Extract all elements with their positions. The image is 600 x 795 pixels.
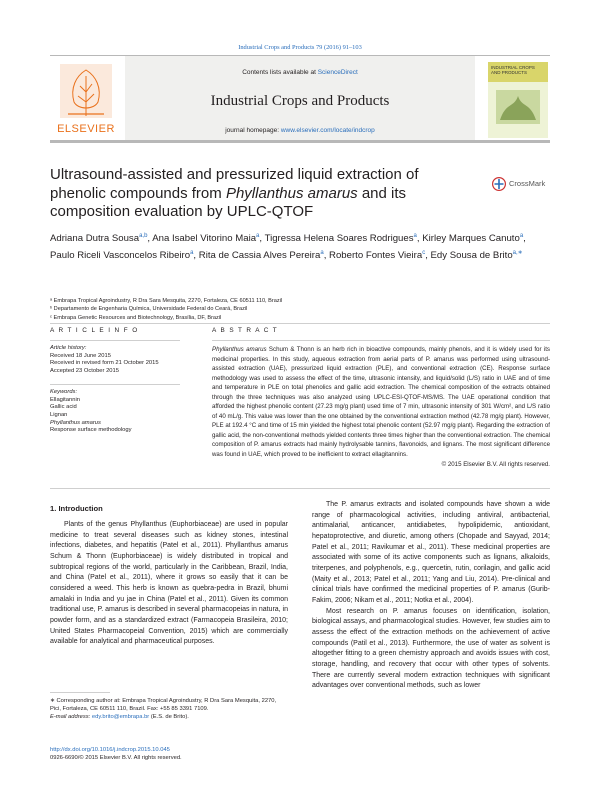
corresponding-author: ∗ Corresponding author at: Embrapa Tropical Agroindustry, R Dra Sara Mesquita, 2270, Pici, Fortaleza, CE 60511 110, Brazil. Fax: +55 85 3391 7109. <box>50 698 277 712</box>
author-affiliation-marker[interactable]: a <box>519 233 524 239</box>
author-affiliation-marker[interactable]: a <box>320 250 324 257</box>
divider-bottom <box>50 488 550 489</box>
elsevier-logo <box>54 62 118 138</box>
author: Edy Sousa de Brito <box>430 250 513 262</box>
article-info-rule <box>50 340 180 341</box>
issn-line: 0926-6690/© 2015 Elsevier B.V. All rights reserved. <box>50 755 182 762</box>
author: Ana Isabel Vitorino Maia <box>152 233 257 245</box>
abstract-text: Phyllanthus amarus Schum & Thonn is an herb rich in bioactive compounds, mainly phenols, and it is widely used for its medicinal properties. In this study, aqueous extraction from aerial parts of P. amarus was performed using ultrasound-assisted extraction (UAE), pressurized liquid extraction (PLE), and conventional extraction (CE). Response surface methodology was used to assess the effect of the time, ultrasonic intensity, and liquid/solid (L/S) ratio in UAE and of time and temperature in PLE on total phenolics and gallic acid extraction. The chemical composition of the extracts obtained through the three techniques was also analyzed using UPLC-ESI-QTOF-MS/MS. The UAE operational condition that afforded the highest phenolic content (27.23 mg/g plant) used time of 7 min, ultrasonic intensity of 301 W/cm², and L/S ratio of 40 mL/g. This value was lower than the one obtained by the conventional extraction method (42.78 mg/g plant). However, PLE at 192.4 °C and time of 15 min yielded the highest total phenolic content (52.97 mg/g plant). Regarding the extraction of gallic acid, the non-conventional methods yielded contents three times higher than the conventional extraction. The chemical composition of P. amarus extracts had mainly hydrolysable tannins, flavonoids, and lignans. The most significant difference was found in UAE, which proved to be inefficient to extract ellagitannins. <box>212 346 550 459</box>
keywords <box>50 389 180 435</box>
footnote-rule <box>50 692 110 693</box>
sciencedirect-link[interactable]: ScienceDirect <box>317 69 358 76</box>
keyword-item: Phyllanthus amarus <box>50 419 101 426</box>
footnote <box>50 698 288 721</box>
revised-date: Received in revised form 21 October 2015 <box>50 360 159 367</box>
intro-left-column <box>50 520 288 648</box>
article-history <box>50 345 180 376</box>
contents-line: Contents lists available at ScienceDirect <box>242 69 358 76</box>
affiliation-a: ᵃ Embrapa Tropical Agroindustry, R Dra Sara Mesquita, 2270, Fortaleza, CE 60511 110, Brazil <box>50 298 283 304</box>
received-date: Received 18 June 2015 <box>50 352 111 359</box>
journal-citation[interactable]: Industrial Crops and Products 79 (2016) 91–103 <box>238 44 362 51</box>
divider-top <box>50 323 550 324</box>
author-affiliation-marker[interactable]: a,b <box>139 233 148 239</box>
journal-banner <box>125 56 475 140</box>
author: Adriana Dutra Sousa <box>50 233 140 245</box>
email-line: E-mail address: edy.brito@embrapa.br (E.S. de Brito). <box>50 713 189 720</box>
paragraph: The P. amarus extracts and isolated compounds have shown a wide range of pharmacological activities, including antiviral, antibacterial, antimalarial, anticancer, antidiabetes, hypolipidemic, antioxidant, hepatoprotective, and diuretic, among others (Chopade and Sayyad, 2014; Patel et al., 2011; Ravikumar et al., 2011). These medicinal properties are associated with some of its active components such as lignans, alkaloids, triterpenes, and polyphenols, e.g., quercetin, rutin, corilagin, and gallic acid (Maity et al., 2013; Patel et al., 2011; Yang and Liu, 2014). Pre-clinical and clinical trials have confirmed the medicinal properties of P. amarus (Gurib-Fakim, 2006; Nikam et al., 2011; Notka et al., 2004). <box>312 501 550 604</box>
crossmark-icon <box>492 177 506 191</box>
keyword-item: Lignan <box>50 411 68 418</box>
crossmark-label: CrossMark <box>509 179 546 188</box>
author: Paulo Riceli Vasconcelos Ribeiro <box>50 250 191 262</box>
affiliation-c: ᶜ Embrapa Genetic Resources and Biotechnology, Brasília, DF, Brazil <box>50 314 222 321</box>
keyword-item: Ellagitannin <box>50 396 80 403</box>
author-affiliation-marker[interactable]: c <box>422 250 426 257</box>
author: Kirley Marques Canuto <box>422 233 520 245</box>
accepted-date: Accepted 23 October 2015 <box>50 368 119 375</box>
article-info <box>50 327 180 435</box>
abstract <box>212 327 550 469</box>
affiliation-b: ᵇ Departamento de Engenharia Química, Universidade Federal do Ceará, Brazil <box>50 306 248 313</box>
doi-link[interactable]: http://dx.doi.org/10.1016/j.indcrop.2015.10.045 <box>50 747 170 753</box>
cover-title: INDUSTRIAL CROPS AND PRODUCTS <box>491 65 535 76</box>
author-affiliation-marker[interactable]: a <box>190 250 194 257</box>
article-title: Ultrasound-assisted and pressurized liquid extraction of phenolic compounds from Phyllanthus amarus and its composition evaluation by UPLC-QTOF <box>50 166 419 220</box>
author-affiliation-marker[interactable]: a <box>256 233 260 239</box>
author: Tigressa Helena Soares Rodrigues <box>264 233 414 245</box>
homepage-link[interactable]: www.elsevier.com/locate/indcrop <box>280 127 375 134</box>
keywords-rule <box>50 384 180 385</box>
email-link[interactable]: edy.brito@embrapa.br <box>91 713 150 720</box>
paragraph: Plants of the genus Phyllanthus (Euphorbiaceae) are used in popular medicine to treat several diseases such as kidney stones, intestinal infections, diabetes, and hepatitis (Patel et al., 2011). Phyllanthus amarus Schum & Thonn (Euphorbiaceae) is widely distributed in tropical and subtropical regions of the world, particularly in the Caribbean, Brazil, India, and China (Patel et al., 2011), where it grows so easily that it can be considered a weed. This herb is known as quebra-pedra in Brazil, bhumi amalaki in India and yu jae in China (Patel et al., 2011). Given its common traditional use, P. amarus is described in several pharmacopeias in natura, in powder form, and as a standardized extract (Farmacopeia Brasileira, 2010; United States Pharmacopeial Convention, 2015) which are commercially available for analytical and pharmaceutical purposes. <box>50 521 288 646</box>
copyright: © 2015 Elsevier B.V. All rights reserved. <box>441 460 550 468</box>
keywords-label: Keywords: <box>50 388 78 395</box>
homepage-line: journal homepage: www.elsevier.com/locate/indcrop <box>225 127 375 134</box>
keyword-item: Response surface methodology <box>50 427 132 434</box>
author: Rita de Cassia Alves Pereira <box>198 250 321 262</box>
author: Roberto Fontes Vieira <box>329 250 423 262</box>
author-affiliation-marker[interactable]: a <box>413 233 417 239</box>
journal-cover <box>488 62 548 138</box>
keyword-item: Gallic acid <box>50 404 77 411</box>
history-label: Article history: <box>50 345 87 351</box>
intro-right-column <box>312 500 550 692</box>
crossmark-badge[interactable] <box>492 177 558 191</box>
journal-name: Industrial Crops and Products <box>210 93 390 109</box>
author-affiliation-marker[interactable]: a,∗ <box>512 250 523 257</box>
journal-header <box>50 55 550 143</box>
paragraph: Most research on P. amarus focuses on identification, isolation, biological assays, and pharmacological studies. However, few studies aim to assess the effect of the extraction methods on the achievement of active compounds (Patil et al., 2013). Furthermore, the use of water as solvent is altogether fitting to a green chemistry approach and avoids issues with cost, storage, handling, and recovery that occur with other types of solvents. There are currently several modern extraction techniques with significant advantages over conventional methods, such as lower <box>312 607 550 690</box>
author-list: Adriana Dutra Sousa$^{a,b}$, Ana Isabel Vitorino Maia$^a$, Tigressa Helena Soares Rodrigues$^a$, Kirley Marques Canuto$^a$, Paulo Riceli Vasconcelos Ribeiro$^a$, Rita de Cassia Alves Pereira$^a$, Roberto Fontes Vieira$^c$, Edy Sousa de Brito$^{a,∗}$ <box>50 233 526 262</box>
affiliations <box>50 297 550 322</box>
section-heading: 1. Introduction <box>50 504 103 513</box>
article-info-heading: A R T I C L E I N F O <box>50 327 139 334</box>
doi-block <box>50 746 288 762</box>
abstract-rule <box>212 340 550 341</box>
abstract-heading: A B S T R A C T <box>212 327 279 334</box>
elsevier-wordmark: ELSEVIER <box>57 123 115 135</box>
